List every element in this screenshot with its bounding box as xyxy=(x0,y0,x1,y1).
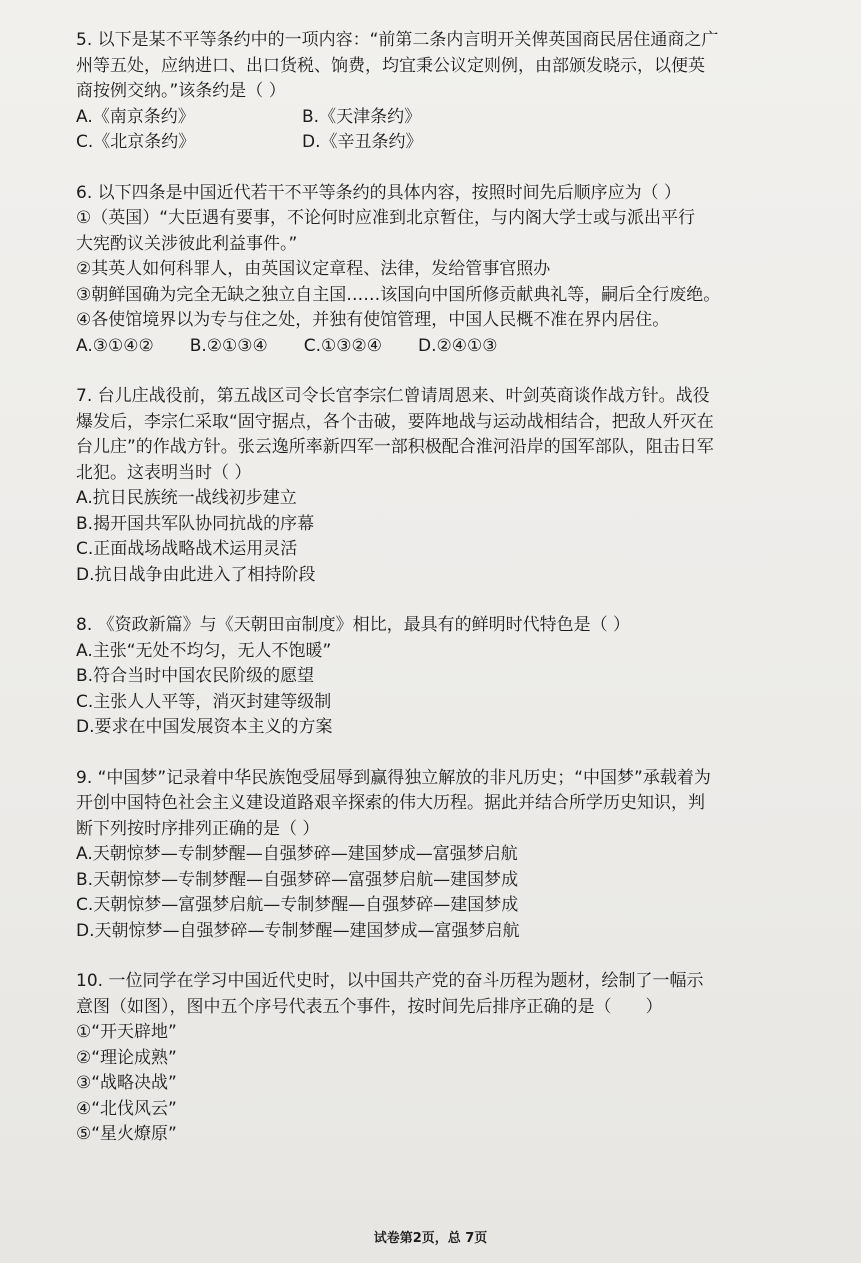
answer-option-b: B.符合当时中国农民阶级的愿望 xyxy=(76,666,315,686)
question-stem-line: 意图（如图），图中五个序号代表五个事件，按时间先后排序正确的是（ ） xyxy=(76,996,663,1017)
answer-option-c: C.正面战场战略战术运用灵活 xyxy=(76,539,298,559)
question-8 xyxy=(76,613,716,741)
question-stem-line: ③朝鲜国确为完全无缺之独立自主国……该国向中国所修贡献典礼等，嗣后全行废绝。 xyxy=(76,284,721,305)
answer-option-b: B.天朝惊梦—专制梦醒—自强梦碎—富强梦启航—建国梦成 xyxy=(76,869,519,890)
question-6 xyxy=(76,181,721,360)
answer-option-a: A.天朝惊梦—专制梦醒—自强梦碎—建国梦成—富强梦启航 xyxy=(76,844,518,864)
question-stem-line: 北犯。这表明当时（ ） xyxy=(76,462,252,483)
event-item-4: ④“北伐风云” xyxy=(76,1098,177,1119)
answer-option-d: D.《辛丑条约》 xyxy=(302,132,423,152)
answer-option-a: A.《南京条约》 xyxy=(76,106,195,127)
question-stem-line: 6. 以下四条是中国近代若干不平等条约的具体内容，按照时间先后顺序应为（ ） xyxy=(76,182,682,203)
answer-option-c: C.①③②④ xyxy=(303,335,382,356)
answer-option-b: B.《天津条约》 xyxy=(302,106,422,127)
question-stem-line: 大宪酌议关涉彼此利益事件。” xyxy=(76,233,298,254)
question-stem-line: 8. 《资政新篇》与《天朝田亩制度》相比，最具有的鲜明时代特色是（ ） xyxy=(76,615,631,635)
question-stem-line: ②其英人如何科罪人，由英国议定章程、法律，发给管事官照办 xyxy=(76,259,551,279)
question-7 xyxy=(76,384,716,588)
page-footer: 试卷第2页，总 7页 xyxy=(373,1231,488,1246)
question-10 xyxy=(76,969,716,1148)
question-5 xyxy=(76,28,719,156)
answer-option-b: B.②①③④ xyxy=(189,335,268,356)
question-stem-line: 9. “中国梦”记录着中华民族饱受屈辱到赢得独立解放的非凡历史；“中国梦”承载着为 xyxy=(76,767,711,788)
question-stem-line: 5. 以下是某不平等条约中的一项内容：“前第二条内言明开关俾英国商民居住通商之广 xyxy=(76,30,719,50)
event-item-1: ①“开天辟地” xyxy=(76,1022,177,1042)
question-stem-line: 州等五处，应纳进口、出口货税、饷费，均宜秉公议定则例，由部颁发晓示，以便英 xyxy=(76,55,705,76)
answer-option-a: A.抗日民族统一战线初步建立 xyxy=(76,488,297,508)
event-item-3: ③“战略决战” xyxy=(76,1073,177,1093)
question-9 xyxy=(76,766,716,945)
question-list xyxy=(76,28,721,1173)
answer-options xyxy=(76,334,716,360)
answer-option-d: D.②④①③ xyxy=(417,335,498,356)
answer-option-d: D.天朝惊梦—自强梦碎—专制梦醒—建国梦成—富强梦启航 xyxy=(76,920,520,941)
question-stem-line: 商按例交纳。”该条约是（ ） xyxy=(76,81,286,101)
answer-options xyxy=(76,105,716,156)
answer-option-c: C.《北京条约》 xyxy=(76,132,196,152)
answer-option-b: B.揭开国共军队协同抗战的序幕 xyxy=(76,513,315,534)
question-stem-line: ①（英国）“大臣遇有要事，不论何时应准到北京暂住，与内阁大学士或与派出平行 xyxy=(76,208,696,228)
answer-option-d: D.要求在中国发展资本主义的方案 xyxy=(76,717,333,737)
event-item-5: ⑤“星火燎原” xyxy=(76,1124,177,1144)
question-stem-line: 10. 一位同学在学习中国近代史时，以中国共产党的奋斗历程为题材，绘制了一幅示 xyxy=(76,971,704,991)
question-stem-line: 开创中国特色社会主义建设道路艰辛探索的伟大历程。据此并结合所学历史知识，判 xyxy=(76,793,705,813)
answer-option-c: C.天朝惊梦—富强梦启航—专制梦醒—自强梦碎—建国梦成 xyxy=(76,895,519,915)
question-stem-line: ④各使馆境界以为专与住之处，并独有使馆管理，中国人民概不准在界内居住。 xyxy=(76,310,670,330)
answer-option-c: C.主张人人平等，消灭封建等级制 xyxy=(76,691,332,712)
question-stem-line: 台儿庄”的作战方针。张云逸所率新四军一部积极配合淮河沿岸的国军部队，阻击日军 xyxy=(76,437,714,457)
answer-option-d: D.抗日战争由此进入了相持阶段 xyxy=(76,564,316,585)
question-stem-line: 爆发后，李宗仁采取“固守据点，各个击破，要阵地战与运动战相结合，把敌人歼灭在 xyxy=(76,411,714,432)
event-item-2: ②“理论成熟” xyxy=(76,1047,177,1068)
question-stem-line: 7. 台儿庄战役前，第五战区司令长官李宗仁曾请周恩来、叶剑英商谈作战方针。战役 xyxy=(76,386,710,406)
question-stem-line: 断下列按时序排列正确的是（ ） xyxy=(76,818,320,839)
answer-option-a: A.主张“无处不均匀，无人不饱暖” xyxy=(76,640,332,661)
answer-option-a: A.③①④② xyxy=(76,335,154,356)
